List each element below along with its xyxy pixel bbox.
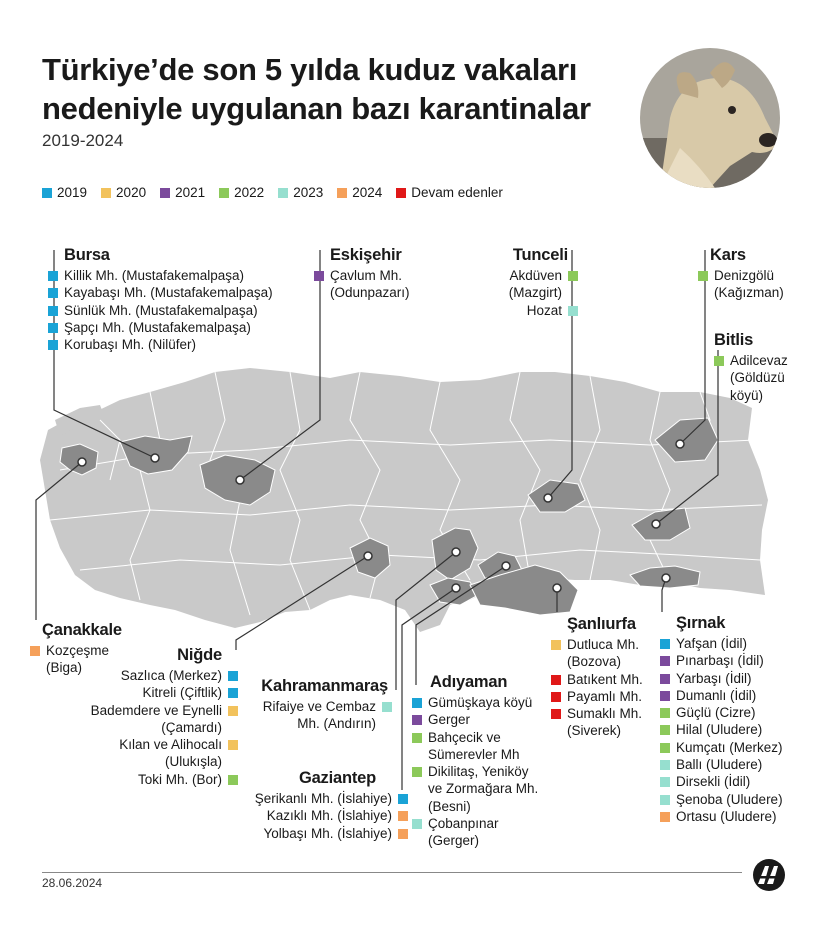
publication-date: 28.06.2024	[42, 876, 103, 890]
list-item	[255, 807, 408, 824]
year-swatch	[568, 306, 578, 316]
list-item	[412, 746, 538, 763]
location-label: Yarbaşı (İdil)	[676, 670, 752, 686]
list-item	[261, 715, 392, 732]
list-item	[48, 302, 273, 319]
location-label: Adilcevaz	[730, 353, 788, 368]
list-item	[412, 694, 538, 711]
list-item	[412, 815, 538, 832]
marker-adiyaman	[502, 562, 510, 570]
location-label: Kılan ve Alihocalı	[119, 737, 222, 753]
list-item	[660, 704, 783, 721]
location-label: Hilal (Uludere)	[676, 722, 763, 738]
year-swatch	[398, 811, 408, 821]
province-bursa	[48, 245, 273, 353]
province-title-canakkale: Çanakkale	[42, 621, 122, 639]
province-title-sanliurfa: Şanlıurfa	[567, 615, 636, 633]
list-item	[660, 635, 783, 652]
year-swatch	[30, 646, 40, 656]
location-label: Korubaşı Mh. (Nilüfer)	[64, 337, 197, 353]
year-swatch	[398, 794, 408, 804]
list-item	[660, 739, 783, 756]
list-item	[48, 319, 273, 336]
location-label: Hozat	[526, 302, 562, 318]
marker-sanliurfa	[553, 584, 561, 592]
province-title-kahramanmaras: Kahramanmaraş	[261, 677, 388, 695]
turkey-outline	[40, 368, 768, 632]
list-item	[551, 705, 643, 722]
year-swatch	[551, 726, 561, 736]
year-swatch	[412, 819, 422, 829]
location-label: (Odunpazarı)	[330, 285, 410, 301]
location-label: Pınarbaşı (İdil)	[676, 653, 764, 669]
province-sanliurfa	[551, 614, 643, 740]
year-swatch	[660, 691, 670, 701]
year-swatch	[228, 740, 238, 750]
list-item	[314, 267, 410, 284]
location-label: (Bozova)	[567, 654, 622, 670]
location-label: (Gerger)	[428, 833, 480, 849]
location-label: Batıkent Mh.	[567, 671, 643, 687]
list-item	[660, 791, 783, 808]
list-item	[714, 387, 788, 404]
year-swatch	[698, 271, 708, 281]
list-item	[660, 652, 783, 669]
list-item	[660, 808, 783, 825]
list-item	[412, 711, 538, 728]
year-swatch	[228, 688, 238, 698]
province-kahramanmaras	[261, 676, 392, 733]
location-label: Yolbaşı Mh. (İslahiye)	[263, 825, 392, 841]
marker-sirnak	[662, 574, 670, 582]
year-swatch	[660, 795, 670, 805]
year-swatch	[660, 743, 670, 753]
list-item	[48, 267, 273, 284]
legend-label: 2023	[293, 185, 324, 200]
province-tunceli	[509, 245, 578, 319]
list-item	[412, 798, 538, 815]
location-label: Çobanpınar	[428, 816, 499, 832]
list-item	[48, 284, 273, 301]
location-label: Sümerevler Mh	[428, 746, 520, 762]
province-eskisehir	[314, 245, 410, 302]
year-swatch	[412, 698, 422, 708]
year-swatch	[228, 706, 238, 716]
location-label: Payamlı Mh.	[567, 688, 643, 704]
location-label: Güçlü (Cizre)	[676, 705, 756, 721]
list-item	[698, 284, 784, 301]
list-item	[48, 336, 273, 353]
province-adiyaman	[412, 672, 538, 850]
year-swatch	[228, 775, 238, 785]
list-item	[91, 667, 238, 684]
aa-logo	[752, 858, 786, 892]
location-label: Kozçeşme	[46, 643, 110, 658]
year-swatch	[228, 671, 238, 681]
year-swatch	[382, 702, 392, 712]
location-label: (Biga)	[46, 660, 83, 676]
marker-bitlis	[652, 520, 660, 528]
footer-divider	[42, 872, 742, 873]
list-item	[412, 832, 538, 849]
list-item	[714, 352, 788, 369]
location-label: Şerikanlı Mh. (İslahiye)	[254, 791, 392, 806]
list-item	[551, 722, 643, 739]
page-subtitle: 2019-2024	[42, 131, 124, 150]
province-title-nigde: Niğde	[177, 646, 222, 664]
year-swatch	[551, 692, 561, 702]
list-item	[714, 369, 788, 386]
province-title-sirnak: Şırnak	[676, 614, 726, 632]
list-item	[91, 684, 238, 701]
location-label: Kitreli (Çiftlik)	[142, 685, 222, 701]
location-label: Killik Mh. (Mustafakemalpaşa)	[64, 268, 245, 283]
location-label: (Kağızman)	[714, 285, 784, 301]
aa-logo-mark	[752, 858, 786, 892]
marker-nigde	[364, 552, 372, 560]
list-item	[412, 780, 538, 797]
location-label: köyü)	[730, 387, 764, 403]
location-label: Sünlük Mh. (Mustafakemalpaşa)	[64, 302, 258, 318]
year-swatch	[412, 767, 422, 777]
year-swatch	[660, 674, 670, 684]
location-label: Toki Mh. (Bor)	[137, 771, 222, 787]
list-item	[660, 773, 783, 790]
list-item	[412, 763, 538, 780]
location-label: Gümüşkaya köyü	[428, 695, 533, 710]
list-item	[551, 653, 643, 670]
list-item	[261, 698, 392, 715]
location-label: ve Zormağara Mh.	[428, 781, 539, 797]
province-title-bursa: Bursa	[64, 246, 110, 264]
list-item	[91, 719, 238, 736]
list-item	[91, 771, 238, 788]
province-title-adiyaman: Adıyaman	[430, 673, 508, 691]
location-label: Sazlıca (Merkez)	[120, 668, 222, 683]
marker-kars	[676, 440, 684, 448]
year-swatch	[398, 829, 408, 839]
marker-bursa	[151, 454, 159, 462]
year-swatch	[48, 271, 58, 281]
year-swatch	[228, 757, 238, 767]
location-label: Ortasu (Uludere)	[676, 808, 777, 824]
list-item	[91, 702, 238, 719]
location-label: Sumaklı Mh.	[567, 706, 643, 722]
location-label: Çavlum Mh.	[330, 268, 403, 283]
year-swatch	[412, 750, 422, 760]
legend-label: 2020	[116, 185, 147, 200]
location-label: (Mazgirt)	[508, 285, 562, 301]
year-swatch	[568, 271, 578, 281]
marker-canakkale	[78, 458, 86, 466]
marker-eskisehir	[236, 476, 244, 484]
year-swatch	[314, 271, 324, 281]
location-label: (Çamardı)	[161, 719, 222, 735]
location-label: Akdüven	[509, 268, 562, 283]
year-swatch	[660, 812, 670, 822]
year-swatch	[568, 288, 578, 298]
list-item	[509, 284, 578, 301]
location-label: Dikilitaş, Yeniköy	[428, 764, 529, 780]
marker-tunceli	[544, 494, 552, 502]
location-label: Dutluca Mh.	[567, 637, 640, 652]
location-label: (Ulukışla)	[164, 754, 222, 770]
year-swatch	[660, 639, 670, 649]
list-item	[551, 636, 643, 653]
legend-label: 2021	[175, 185, 206, 200]
year-swatch	[48, 288, 58, 298]
year-swatch	[660, 760, 670, 770]
province-nigde	[91, 645, 238, 788]
list-item	[660, 687, 783, 704]
province-title-eskisehir: Eskişehir	[330, 246, 402, 264]
list-item	[255, 790, 408, 807]
list-item	[314, 284, 410, 301]
list-item	[509, 267, 578, 284]
location-label: Dumanlı (İdil)	[676, 687, 757, 703]
legend-label: 2022	[234, 185, 265, 200]
location-label: Kumçatı (Merkez)	[676, 739, 783, 755]
location-label: (Siverek)	[567, 723, 622, 739]
province-bitlis	[714, 330, 788, 404]
year-swatch	[48, 323, 58, 333]
year-swatch	[412, 733, 422, 743]
location-label: Şenoba (Uludere)	[676, 791, 783, 807]
location-label: Dirsekli (İdil)	[676, 774, 751, 790]
legend-label: Devam edenler	[411, 185, 503, 200]
location-label: Şapçı Mh. (Mustafakemalpaşa)	[64, 319, 251, 335]
year-swatch	[714, 356, 724, 366]
year-swatch	[228, 723, 238, 733]
province-title-tunceli: Tunceli	[512, 246, 568, 264]
year-swatch	[30, 663, 40, 673]
province-sirnak	[660, 613, 783, 825]
province-gaziantep	[255, 768, 408, 842]
year-swatch	[48, 340, 58, 350]
list-item	[660, 721, 783, 738]
year-swatch	[412, 784, 422, 794]
year-swatch	[551, 675, 561, 685]
page-title: Türkiye’de son 5 yılda kuduz vakaları nedeniyle uygulanan bazı karantinalar	[42, 52, 591, 126]
province-kars	[698, 245, 784, 302]
legend-label: 2024	[352, 185, 383, 200]
list-item	[412, 729, 538, 746]
year-swatch	[551, 709, 561, 719]
year-swatch	[660, 725, 670, 735]
location-label: Gerger	[428, 712, 471, 728]
list-item	[660, 756, 783, 773]
list-item	[91, 736, 238, 753]
year-swatch	[48, 306, 58, 316]
year-swatch	[660, 777, 670, 787]
year-swatch	[714, 373, 724, 383]
list-item	[698, 267, 784, 284]
year-swatch	[714, 391, 724, 401]
location-label: Bahçecik ve	[428, 729, 501, 745]
marker-gaziantep	[452, 584, 460, 592]
year-swatch	[382, 719, 392, 729]
year-swatch	[660, 708, 670, 718]
list-item	[509, 302, 578, 319]
location-label: Mh. (Andırın)	[297, 716, 376, 732]
location-label: Yafşan (İdil)	[676, 636, 748, 651]
location-label: Kazıklı Mh. (İslahiye)	[266, 808, 392, 824]
year-swatch	[551, 657, 561, 667]
list-item	[255, 825, 408, 842]
year-swatch	[551, 640, 561, 650]
location-label: Bademdere ve Eynelli	[90, 702, 222, 718]
location-label: Kayabaşı Mh. (Mustafakemalpaşa)	[64, 285, 273, 301]
province-title-gaziantep: Gaziantep	[298, 769, 376, 787]
province-title-kars: Kars	[710, 246, 746, 264]
list-item	[551, 671, 643, 688]
location-label: Denizgölü	[714, 268, 775, 283]
year-swatch	[412, 802, 422, 812]
legend-label: 2019	[57, 185, 88, 200]
marker-kahramanmaras	[452, 548, 460, 556]
year-swatch	[660, 656, 670, 666]
location-label: Rifaiye ve Cembaz	[262, 699, 376, 714]
list-item	[91, 753, 238, 770]
location-label: (Göldüzü	[730, 370, 785, 386]
location-label: (Besni)	[428, 798, 471, 814]
year-swatch	[412, 715, 422, 725]
year-swatch	[698, 288, 708, 298]
list-item	[660, 670, 783, 687]
province-title-bitlis: Bitlis	[714, 331, 754, 349]
list-item	[551, 688, 643, 705]
location-label: Ballı (Uludere)	[676, 757, 763, 773]
year-swatch	[412, 836, 422, 846]
year-swatch	[314, 288, 324, 298]
